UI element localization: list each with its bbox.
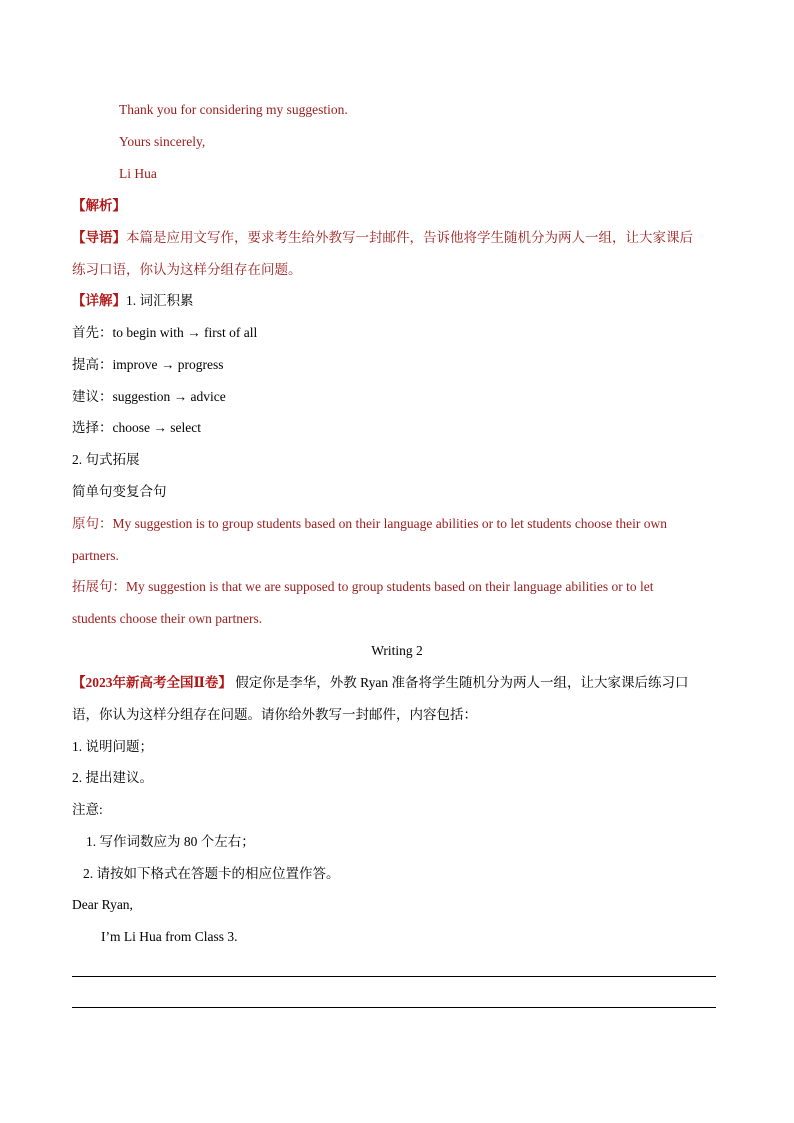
prompt-text-2: 语，你认为这样分组存在问题。请你给外教写一封邮件，内容包括： <box>72 707 477 722</box>
vocab-label: 提高： <box>72 357 113 372</box>
detail-label: 【详解】 <box>72 293 126 308</box>
vocab-item <box>72 324 257 342</box>
detail-text: 1. 词汇积累 <box>126 293 194 308</box>
salutation: Dear Ryan, <box>72 897 133 912</box>
guide-label: 【导语】 <box>72 230 126 245</box>
guide-text-2: 练习口语，你认为这样分组存在问题。 <box>72 262 302 277</box>
letter-thanks: Thank you for considering my suggestion. <box>119 102 348 117</box>
content-point: 1. 说明问题； <box>72 739 153 754</box>
analysis-heading <box>72 197 126 215</box>
guide-text-1: 本篇是应用文写作，要求考生给外教写一封邮件，告诉他将学生随机分为两人一组，让大家课后 <box>126 230 693 245</box>
vocab-label: 首先： <box>72 325 113 340</box>
sentence-heading: 2. 句式拓展 <box>72 452 140 467</box>
vocab-value: suggestion → advice <box>112 389 226 404</box>
letter-closing: Yours sincerely, <box>119 134 206 149</box>
detail-line <box>72 292 194 310</box>
answer-line[interactable] <box>72 976 716 977</box>
original-label: 原句： <box>72 516 113 531</box>
vocab-item <box>72 356 223 374</box>
content-point: 2. 提出建议。 <box>72 770 153 785</box>
expanded-text-1: My suggestion is that we are supposed to group students based on their language abilities or to let <box>126 579 654 594</box>
opening-line: I’m Li Hua from Class 3. <box>101 929 238 944</box>
letter-signature: Li Hua <box>119 166 157 181</box>
expanded-line-1 <box>72 578 654 596</box>
writing2-title: Writing 2 <box>371 643 423 658</box>
sentence-sub: 简单句变复合句 <box>72 484 167 499</box>
notes-heading: 注意: <box>72 802 103 817</box>
vocab-label: 建议： <box>72 389 113 404</box>
original-text-2: partners. <box>72 548 119 563</box>
analysis-heading-label: 【解析】 <box>72 198 126 213</box>
original-line-1 <box>72 515 667 533</box>
guide-line-1 <box>72 229 693 247</box>
vocab-value: choose → select <box>112 420 201 435</box>
vocab-item <box>72 388 226 406</box>
vocab-value: to begin with → first of all <box>112 325 258 340</box>
expanded-label: 拓展句： <box>72 579 126 594</box>
writing2-prompt-line-1 <box>72 674 688 692</box>
expanded-text-2: students choose their own partners. <box>72 611 263 626</box>
vocab-item <box>72 419 201 437</box>
original-text-1: My suggestion is to group students based on their language abilities or to let students choose their own <box>112 516 668 531</box>
source-label: 【2023年新高考全国Ⅱ卷】 <box>72 675 232 690</box>
vocab-label: 选择： <box>72 420 113 435</box>
vocab-value: improve → progress <box>112 357 224 372</box>
note-item: 1. 写作词数应为 80 个左右； <box>86 834 255 849</box>
note-item: 2. 请按如下格式在答题卡的相应位置作答。 <box>83 866 340 881</box>
answer-line[interactable] <box>72 1007 716 1008</box>
prompt-text-1: 假定你是李华，外教 Ryan 准备将学生随机分为两人一组，让大家课后练习口 <box>231 675 689 690</box>
